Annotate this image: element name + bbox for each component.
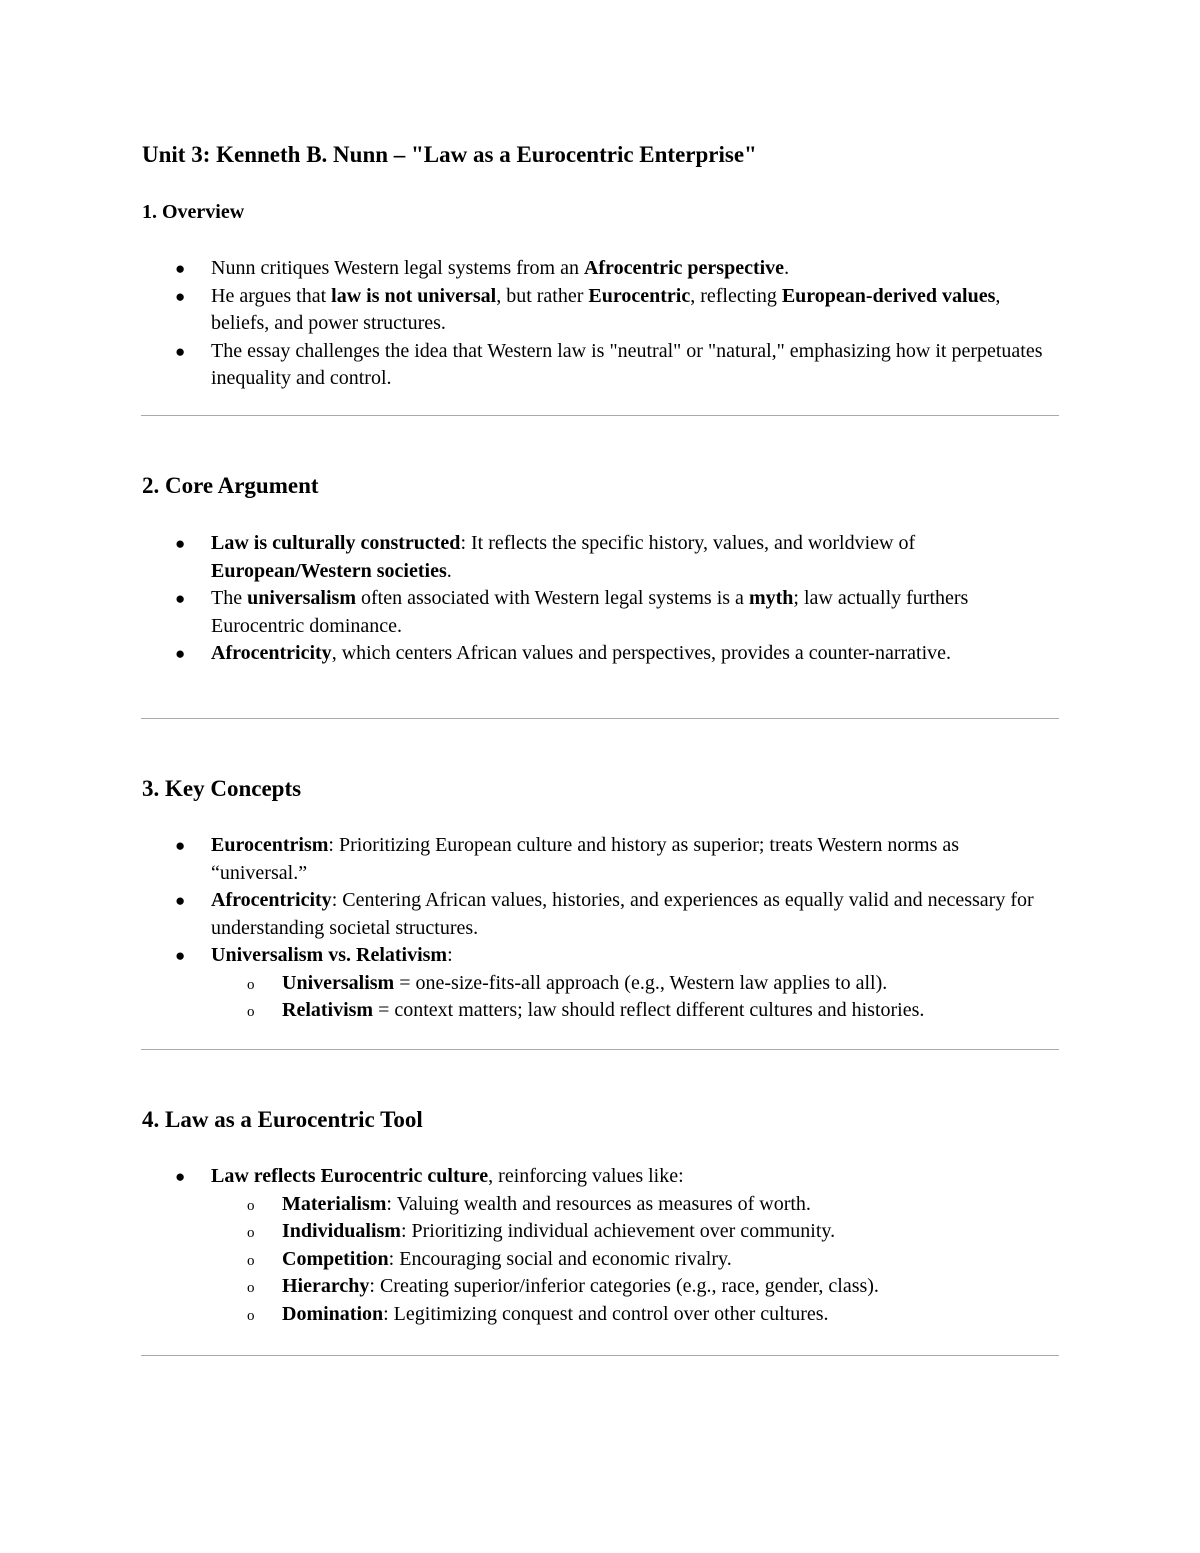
divider	[141, 718, 1059, 719]
bullet-icon: ●	[175, 891, 186, 910]
text-run: , but rather	[496, 284, 589, 307]
circle-bullet-icon: o	[247, 1225, 255, 1241]
sub-bullet-item	[0, 1246, 1060, 1274]
text-run: .	[784, 257, 790, 279]
bold-term: universalism	[247, 587, 356, 609]
bullet-icon: ●	[175, 644, 186, 663]
bold-term: Competition	[282, 1247, 389, 1270]
bold-term: Hierarchy	[282, 1275, 370, 1297]
bold-term: Eurocentric	[588, 284, 691, 307]
bold-term: European/Western societies	[211, 559, 447, 582]
bold-term: European-derived values	[781, 284, 996, 307]
bullet-icon: ●	[175, 1167, 186, 1186]
text-run: , reflecting	[690, 284, 782, 307]
text-run: : Prioritizing individual achievement over community.	[400, 1220, 836, 1242]
eurocentric-tool-list	[0, 1163, 1200, 1328]
eurocentric-tool-heading: 4. Law as a Eurocentric Tool	[142, 1107, 423, 1132]
bold-term: Afrocentric perspective	[583, 257, 785, 279]
circle-bullet-icon: o	[247, 1252, 255, 1269]
text-run: : Legitimizing conquest and control over other cultures.	[383, 1302, 829, 1325]
bullet-item	[0, 585, 1200, 640]
bold-term: law is not universal	[331, 284, 497, 307]
bullet-icon: ●	[175, 341, 186, 361]
bullet-item	[0, 887, 1200, 942]
bold-term: Afrocentricity	[211, 889, 332, 911]
bullet-item	[0, 942, 1200, 1025]
bullet-icon: ●	[175, 946, 186, 965]
bold-term: Eurocentrism	[211, 834, 329, 856]
bullet-item	[0, 640, 1200, 668]
sub-bullet-item	[0, 1301, 1060, 1329]
text-run: : Centering African values, histories, and experiences as equally valid and necessary for understanding societal structures.	[211, 889, 1034, 939]
overview-heading: 1. Overview	[142, 201, 245, 223]
bullet-icon: ●	[175, 286, 186, 306]
circle-bullet-icon: o	[247, 1197, 255, 1214]
bold-term: Domination	[282, 1302, 384, 1325]
bullet-item	[0, 1163, 1200, 1328]
bold-term: Afrocentricity	[211, 642, 332, 664]
bold-term: Law reflects Eurocentric culture	[211, 1165, 489, 1187]
bold-term: Relativism	[282, 999, 374, 1021]
text-run: : It reflects the specific history, values, and worldview of	[460, 532, 916, 554]
text-run: , which centers African values and perspectives, provides a counter-narrative.	[331, 642, 952, 664]
divider	[141, 1355, 1059, 1356]
sub-bullet-item	[0, 970, 1060, 998]
sub-list	[211, 970, 1060, 1025]
bullet-item	[0, 255, 1200, 283]
sub-list	[211, 1191, 1060, 1329]
bullet-item	[0, 283, 1200, 338]
text-run: : Creating superior/inferior categories (e.g., race, gender, class).	[369, 1275, 879, 1297]
bullet-icon: ●	[175, 534, 186, 553]
overview-list	[0, 255, 1200, 393]
text-run: ; law actually furthers Eurocentric dominance.	[211, 587, 969, 637]
text-run: = context matters; law should reflect different cultures and histories.	[373, 999, 925, 1021]
divider	[141, 415, 1059, 416]
sub-bullet-item	[0, 1273, 1060, 1301]
text-run: He argues that	[211, 284, 332, 307]
text-run: The	[211, 587, 248, 609]
text-run: , reinforcing values like:	[488, 1165, 684, 1187]
bullet-item	[0, 338, 1200, 393]
text-run: : Encouraging social and economic rivalry.	[388, 1247, 732, 1270]
bullet-item	[0, 832, 1200, 887]
text-run: often associated with Western legal systems is a	[356, 587, 749, 609]
text-run: .	[446, 559, 452, 582]
bold-term: Universalism vs. Relativism	[211, 944, 448, 966]
bold-term: Universalism	[282, 971, 395, 994]
bullet-icon: ●	[175, 259, 186, 278]
core-argument-list	[0, 530, 1200, 668]
bold-term: Individualism	[282, 1220, 401, 1242]
text-run: Nunn critiques Western legal systems from an	[211, 257, 584, 279]
document-title: Unit 3: Kenneth B. Nunn – "Law as a Eurocentric Enterprise"	[142, 142, 757, 167]
bullet-icon: ●	[175, 589, 186, 608]
text-run: : Prioritizing European culture and history as superior; treats Western norms as “universal.”	[211, 834, 960, 884]
key-concepts-heading: 3. Key Concepts	[142, 776, 302, 801]
sub-bullet-item	[0, 997, 1060, 1025]
sub-bullet-item	[0, 1218, 1060, 1246]
bold-term: Law is culturally constructed	[211, 532, 461, 554]
text-run: = one-size-fits-all approach (e.g., Western law applies to all).	[394, 971, 888, 994]
text-run: :	[447, 944, 453, 966]
key-concepts-list	[0, 832, 1200, 1025]
bullet-icon: ●	[175, 836, 186, 855]
circle-bullet-icon: o	[247, 1280, 255, 1296]
text-run: : Valuing wealth and resources as measures of worth.	[386, 1192, 811, 1215]
text-run: The essay challenges the idea that Western law is "neutral" or "natural," emphasizing how it perpetuates inequality and control.	[211, 339, 1043, 389]
text-run: , beliefs, and power structures.	[211, 284, 1001, 334]
sub-bullet-item	[0, 1191, 1060, 1219]
divider	[141, 1049, 1059, 1050]
bold-term: Materialism	[282, 1192, 387, 1215]
bold-term: myth	[748, 587, 794, 609]
circle-bullet-icon: o	[247, 1004, 255, 1020]
circle-bullet-icon: o	[247, 1307, 255, 1324]
bullet-item	[0, 530, 1200, 585]
circle-bullet-icon: o	[247, 976, 255, 993]
core-argument-heading: 2. Core Argument	[142, 473, 319, 498]
